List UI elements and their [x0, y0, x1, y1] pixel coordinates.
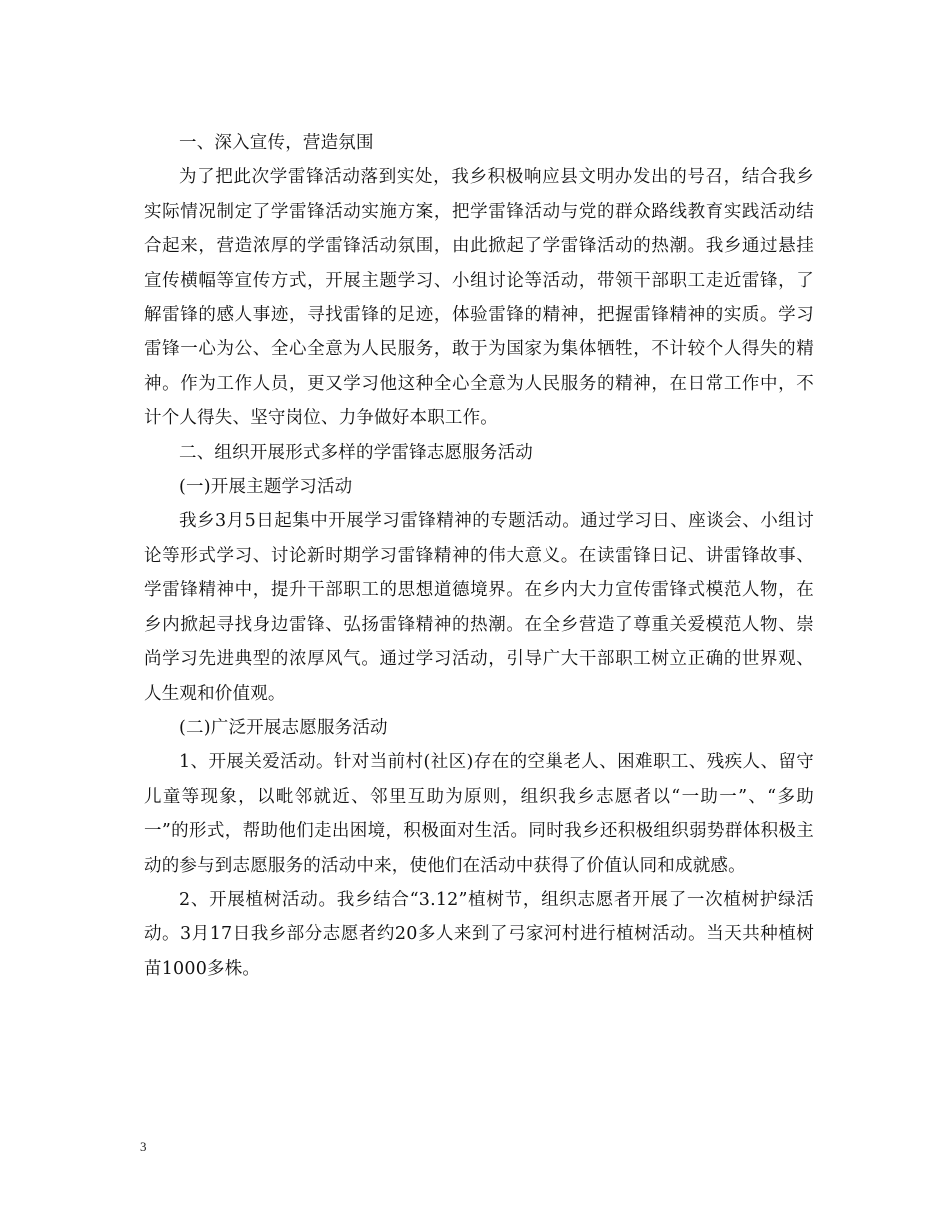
document-body	[144, 126, 814, 986]
page-number: 3	[140, 1139, 147, 1154]
subsection-heading-2: (二)广泛开展志愿服务活动	[179, 717, 388, 738]
section-heading-2: 二、组织开展形式多样的学雷锋志愿服务活动	[179, 442, 533, 463]
paragraph-theme-study: 我乡3月5日起集中开展学习雷锋精神的专题活动。通过学习日、座谈会、小组讨论等形式学习、讨论新时期学习雷锋精神的伟大意义。在读雷锋日记、讲雷锋故事、学雷锋精神中，提升干部职工的思想道德境界。在乡内大力宣传雷锋式模范人物，在乡内掀起寻找身边雷锋、弘扬雷锋精神的热潮。在全乡营造了尊重关爱模范人物、崇尚学习先进典型的浓厚风气。通过学习活动，引导广大干部职工树立正确的世界观、人生观和价值观。	[144, 511, 814, 704]
paragraph-tree-planting: 2、开展植树活动。我乡结合“3.12”植树节，组织志愿者开展了一次植树护绿活动。3月17日我乡部分志愿者约20多人来到了弓家河村进行植树活动。当天共种植树苗1000多株。	[144, 889, 814, 979]
section-heading-1: 一、深入宣传，营造氛围	[179, 133, 374, 153]
paragraph-care-activity: 1、开展关爱活动。针对当前村(社区)存在的空巢老人、困难职工、残疾人、留守儿童等现象，以毗邻就近、邻里互助为原则，组织我乡志愿者以“一助一”、“多助一”的形式，帮助他们走出困境，积极面对生活。同时我乡还积极组织弱势群体积极主动的参与到志愿服务的活动中来，使他们在活动中获得了价值认同和成就感。	[144, 752, 814, 876]
paragraph-publicity: 为了把此次学雷锋活动落到实处，我乡积极响应县文明办发出的号召，结合我乡实际情况制定了学雷锋活动实施方案，把学雷锋活动与党的群众路线教育实践活动结合起来，营造浓厚的学雷锋活动氛围，由此掀起了学雷锋活动的热潮。我乡通过悬挂宣传横幅等宣传方式，开展主题学习、小组讨论等活动，带领干部职工走近雷锋，了解雷锋的感人事迹，寻找雷锋的足迹，体验雷锋的精神，把握雷锋精神的实质。学习雷锋一心为公、全心全意为人民服务，敢于为国家为集体牺牲，不计较个人得失的精神。作为工作人员，更又学习他这种全心全意为人民服务的精神，在日常工作中，不计个人得失、坚守岗位、力争做好本职工作。	[144, 167, 814, 429]
subsection-heading-1: (一)开展主题学习活动	[179, 477, 353, 498]
